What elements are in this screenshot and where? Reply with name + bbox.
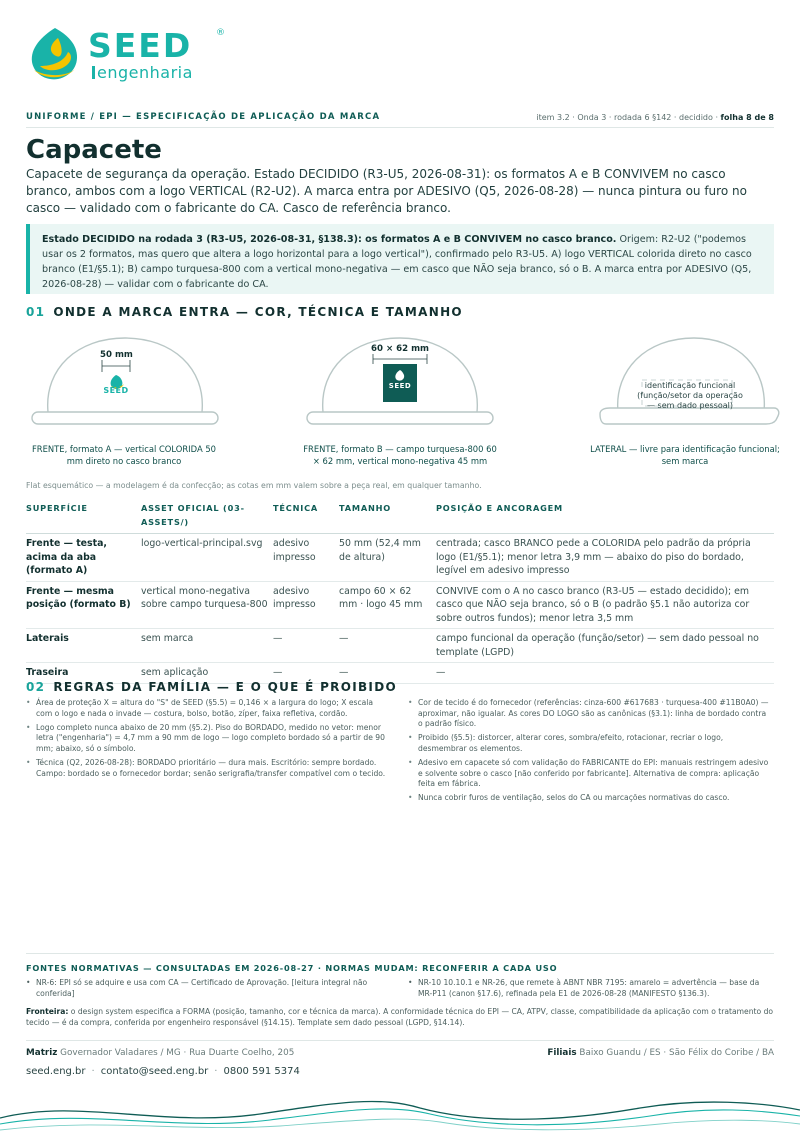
- brand-subtitle-text: engenharia: [97, 63, 193, 82]
- table-row: [26, 629, 774, 663]
- rules-right-column: [408, 698, 770, 807]
- brand-subtitle: [92, 63, 193, 82]
- cell-tecnica: adesivo impresso: [273, 534, 339, 582]
- filiais-list: Baixo Guandu / ES · São Félix do Coribe / BA: [576, 1048, 774, 1058]
- brand-name: SEED: [88, 26, 193, 65]
- helmet-b-logo-text: SEED: [388, 382, 412, 390]
- registered-mark: ®: [216, 28, 225, 38]
- section-title: ONDE A MARCA ENTRA — COR, TÉCNICA E TAMANHO: [53, 305, 463, 319]
- helmet-front-a: [30, 330, 220, 430]
- spec-table: [26, 500, 774, 684]
- divider: [26, 127, 774, 128]
- list-item: • Cor de tecido é do fornecedor (referências: cinza-600 #617683 · turquesa-400 #11B0A0) — aproximar, não igualar. As cores DO LOGO são as canônicas (§3.1): linha de bordado contra o padrão físico.: [408, 698, 770, 730]
- cell-asset: logo-vertical-principal.svg: [141, 534, 273, 582]
- section-title: REGRAS DA FAMÍLIA — E O QUE É PROIBIDO: [53, 680, 397, 694]
- cell-tecnica: —: [273, 629, 339, 663]
- document-category: UNIFORME / EPI — ESPECIFICAÇÃO DE APLICAÇÃO DA MARCA: [26, 112, 381, 122]
- cell-asset: vertical mono-negativa sobre campo turquesa-800: [141, 581, 273, 629]
- helmet-side-caption: LATERAL — livre para identificação funcional; sem marca: [590, 444, 780, 466]
- side-label: [620, 381, 760, 411]
- seed-drop-icon: [26, 26, 84, 82]
- sheet-number: folha 8 de 8: [720, 112, 774, 122]
- matriz-address: Governador Valadares / MG · Rua Duarte Coelho, 205: [57, 1048, 295, 1058]
- dimension-label-a: 50 mm: [100, 350, 133, 360]
- footer-waves-decoration: [0, 1088, 800, 1132]
- phone-number[interactable]: 0800 591 5374: [223, 1066, 300, 1077]
- fontes-right: [408, 978, 768, 999]
- header-tecnica: TÉCNICA: [273, 500, 339, 534]
- rules-left-column: [26, 698, 388, 783]
- table-row: [26, 534, 774, 582]
- list-item: • Nunca cobrir furos de ventilação, selos do CA ou marcações normativas do casco.: [408, 793, 770, 804]
- side-label-line-2: (função/setor da operação: [637, 391, 743, 400]
- cell-tamanho: —: [339, 663, 436, 684]
- brand-logo: [26, 26, 225, 84]
- side-label-line-1: identificação funcional: [644, 381, 736, 390]
- header-superficie: SUPERFÍCIE: [26, 500, 141, 534]
- fronteira-note: [26, 1006, 774, 1028]
- cell-tamanho: —: [339, 629, 436, 663]
- cell-tecnica: —: [273, 663, 339, 684]
- header-asset: ASSET OFICIAL (03-ASSETS/): [141, 500, 273, 534]
- divider: [26, 1040, 774, 1041]
- section-heading-01: [26, 305, 463, 319]
- contact-line: seed.eng.br · contato@seed.eng.br · 0800 591 5374: [26, 1066, 300, 1077]
- callout-bold: Estado DECIDIDO na rodada 3 (R3-U5, 2026-08-31, §138.3): os formatos A e B CONVIVEM no casco branco.: [42, 234, 617, 245]
- cell-superficie: Frente — mesma posição (formato B): [26, 581, 141, 629]
- cell-superficie: Frente — testa, acima da aba (formato A): [26, 534, 141, 582]
- email-link[interactable]: contato@seed.eng.br: [100, 1066, 209, 1077]
- fronteira-text: o design system especifica a FORMA (posição, tamanho, cor e técnica da marca). A conformidade técnica do EPI — CA, ATPV, classe, compatibilidade da aplicação com o tratamento do tecido — é da compra, conferida por engenheiro responsável (§14.15). Template sem dado pessoal (LGPD, §14.14).: [26, 1007, 774, 1027]
- intro-paragraph: Capacete de segurança da operação. Estado DECIDIDO (R3-U5, 2026-08-31): os formatos A e B CONVIVEM no casco branco, ambos com a logo VERTICAL (R2-U2). A marca entra por ADESIVO (Q5, 2026-08-28) — nunca pintura ou furo no casco — validado com o fabricante do CA. Casco de referência branco.: [26, 167, 747, 215]
- document-meta: [26, 110, 774, 124]
- table-row: [26, 581, 774, 629]
- section-number: 02: [26, 680, 46, 694]
- cell-posicao: centrada; casco BRANCO pede a COLORIDA pelo padrão da própria logo (E1/§5.1); menor letra 3,9 mm — abaixo do piso do bordado, legível em adesivo impresso: [436, 534, 774, 582]
- helmet-b-caption: FRENTE, formato B — campo turquesa-800 60 × 62 mm, vertical mono-negativa 45 mm: [303, 444, 497, 466]
- fontes-left: [26, 978, 386, 999]
- header-posicao: POSIÇÃO E ANCORAGEM: [436, 500, 774, 534]
- page-title: Capacete: [26, 135, 162, 165]
- list-item: • Adesivo em capacete só com validação do FABRICANTE do EPI: manuais restringem adesivo e solvente sobre o casco [não conferido por fabricante]. Alternativa de compra: aplicação feita em fábrica.: [408, 758, 770, 790]
- fronteira-label: Fronteira:: [26, 1007, 69, 1016]
- flat-note: Flat esquemático — a modelagem é da confecção; as cotas em mm valem sobre a peça real, em qualquer tamanho.: [26, 481, 482, 490]
- list-item: • Proibido (§5.5): distorcer, alterar cores, sombra/efeito, rotacionar, recriar o logo, desmembrar os elementos.: [408, 733, 770, 754]
- document-status: [536, 113, 774, 122]
- section-heading-02: [26, 680, 397, 694]
- cell-tamanho: 50 mm (52,4 mm de altura): [339, 534, 436, 582]
- cell-posicao: CONVIVE com o A no casco branco (R3-U5 — estado decidido); em casco que NÃO seja branco, só o B (o padrão §5.1 não autoriza cor sobre outros fundos); menor letra 3,5 mm: [436, 581, 774, 629]
- helmet-front-b: [305, 330, 495, 430]
- website-link[interactable]: seed.eng.br: [26, 1066, 86, 1077]
- cell-posicao: campo funcional da operação (função/setor) — sem dado pessoal no template (LGPD): [436, 629, 774, 663]
- cell-asset: sem marca: [141, 629, 273, 663]
- footer-matriz: [26, 1048, 294, 1058]
- helmet-a-logo-text: SEED: [103, 386, 129, 395]
- divider: [26, 953, 774, 954]
- list-item: • Área de proteção X = altura do "S" de SEED (§5.5) = 0,146 × a largura do logo; X escala com o logo e nada o invade — costura, bolso, botão, zíper, faixa refletiva, cordão.: [26, 698, 388, 719]
- cell-superficie: Laterais: [26, 629, 141, 663]
- list-item: • NR-10 10.10.1 e NR-26, que remete à ABNT NBR 7195: amarelo = advertência — base da MR-P11 (canon §17.6), refinada pela E1 de 2026-08-28 (MANIFESTO §136.3).: [408, 978, 768, 999]
- callout-text: Origem: R2-U2 ("podemos usar os 2 formatos, mas quero que altera a logo horizontal para a logo vertical"), confirmado pelo R3-U5. A) logo VERTICAL colorida direto no casco branco (E1/§5.1); B) campo turquesa-800 com a vertical mono-negativa — em casco que NÃO seja branco, só o B. A marca entra por ADESIVO (Q5, 2026-08-28) — validar com o fabricante do CA.: [42, 234, 752, 290]
- cell-tecnica: adesivo impresso: [273, 581, 339, 629]
- fontes-heading: FONTES NORMATIVAS — CONSULTADAS EM 2026-08-27 · NORMAS MUDAM: RECONFERIR A CADA USO: [26, 963, 558, 973]
- side-label-line-3: — sem dado pessoal): [647, 401, 733, 410]
- dimension-label-b: 60 × 62 mm: [371, 344, 430, 354]
- status-text: item 3.2 · Onda 3 · rodada 6 §142 · decidido ·: [536, 112, 718, 122]
- cell-posicao: —: [436, 663, 774, 684]
- decision-callout: [26, 224, 774, 294]
- cell-tamanho: campo 60 × 62 mm · logo 45 mm: [339, 581, 436, 629]
- matriz-label: Matriz: [26, 1048, 58, 1058]
- table-header-row: [26, 500, 774, 534]
- helmet-a-caption: FRENTE, formato A — vertical COLORIDA 50 mm direto no casco branco: [31, 444, 216, 466]
- footer-filiais: [547, 1048, 774, 1058]
- list-item: • NR-6: EPI só se adquire e usa com CA — Certificado de Aprovação. [leitura integral não conferida]: [26, 978, 386, 999]
- filiais-label: Filiais: [547, 1048, 577, 1058]
- list-item: • Técnica (Q2, 2026-08-28): BORDADO prioritário — dura mais. Escritório: sempre bordado. Campo: bordado se o fornecedor bordar; senão serigrafia/transfer compatível com o tecido.: [26, 758, 388, 779]
- list-item: • Logo completo nunca abaixo de 20 mm (§5.2). Piso do BORDADO, medido no vetor: menor letra ("engenharia") = 4,7 mm a 90 mm de logo — logo completo bordado só a partir de 90 mm; abaixo, só o símbolo.: [26, 723, 388, 755]
- section-number: 01: [26, 305, 46, 319]
- helmet-side: [590, 330, 780, 430]
- cell-superficie: Traseira: [26, 663, 141, 684]
- header-tamanho: TAMANHO: [339, 500, 436, 534]
- cell-asset: sem aplicação: [141, 663, 273, 684]
